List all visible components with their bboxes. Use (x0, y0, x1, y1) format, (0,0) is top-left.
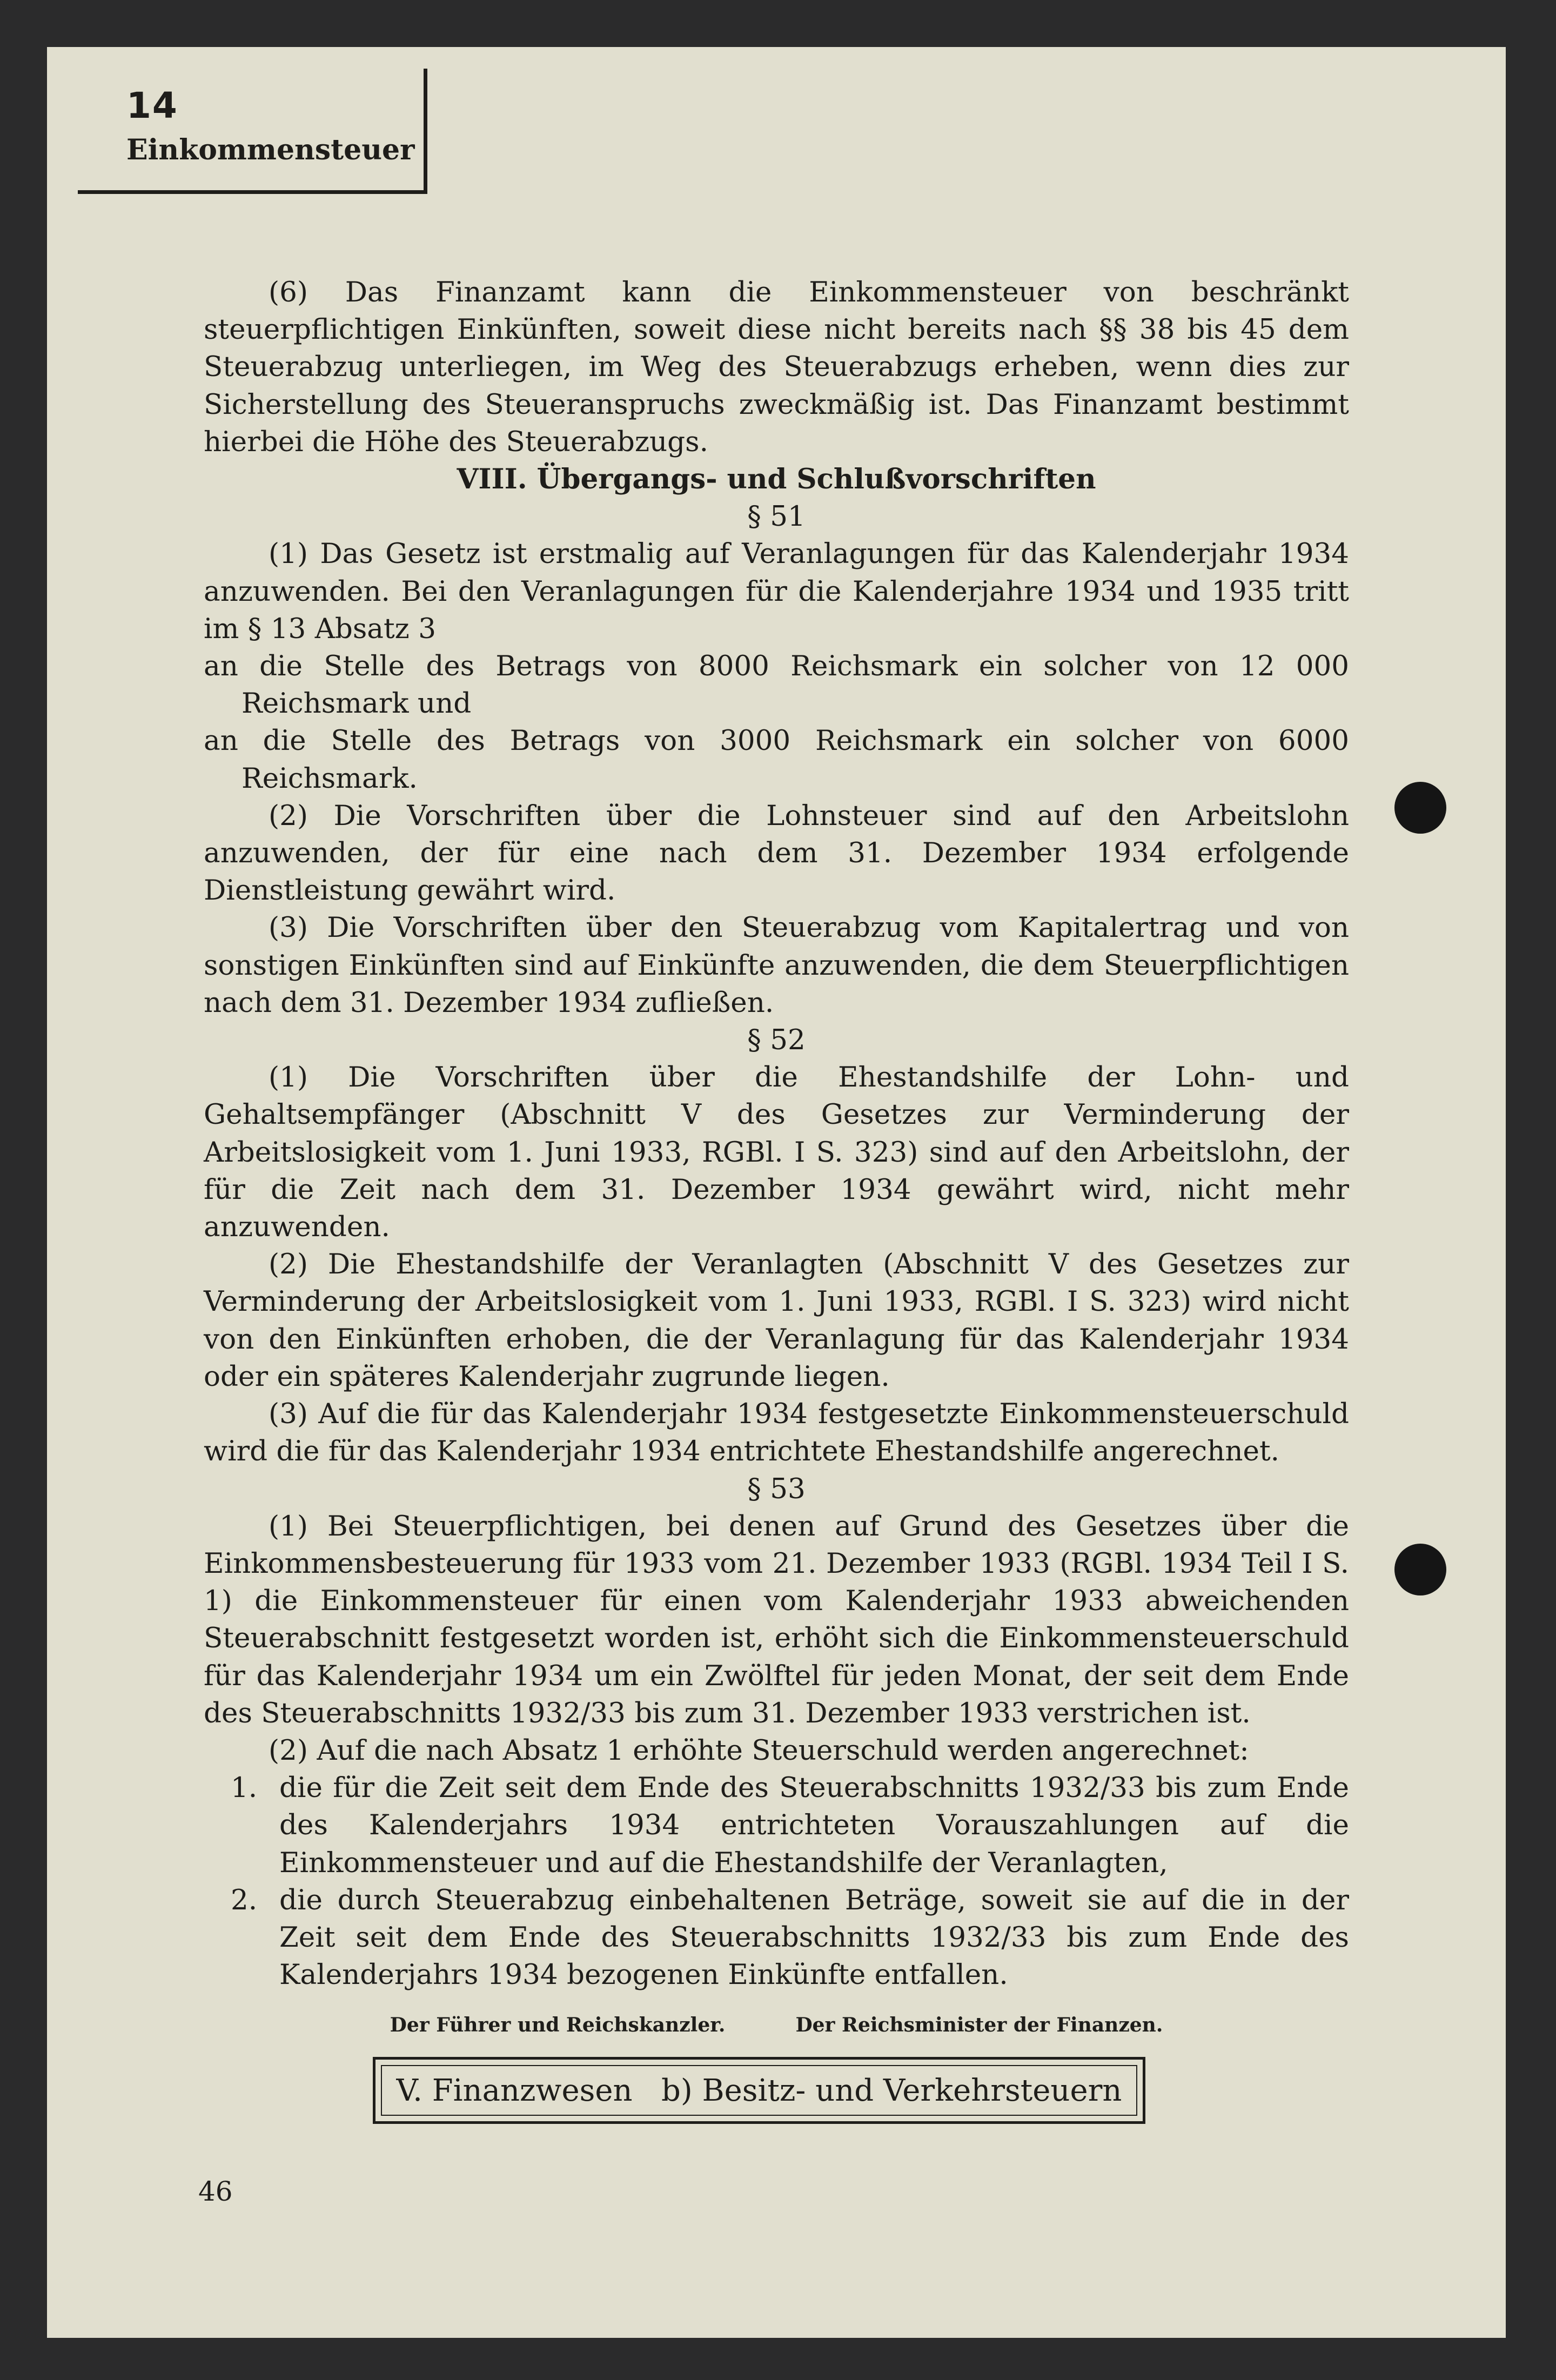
enum-item (204, 1769, 1349, 1882)
paragraph: (1) Die Vorschriften über die Ehestandshilfe der Lohn- und Gehaltsempfänger (Abschnitt V des Gesetzes zur Verminderung der Arbeitslosigkeit vom 1. Juni 1933, RGBl. I S. 323) sind auf den Arbeitslohn, der für die Zeit nach dem 31. Dezember 1934 gewährt wird, nicht mehr anzuwenden. (204, 1061, 1349, 1244)
signature: Der Führer und Reichskanzler. (390, 2014, 726, 2037)
paragraph: (3) Auf die für das Kalenderjahr 1934 festgesetzte Einkommensteuerschuld wird die für das Kalenderjahr 1934 entrichtete Ehestandshilfe angerechnet. (204, 1398, 1349, 1468)
punch-hole (1394, 782, 1446, 834)
paragraph: (6) Das Finanzamt kann die Einkommensteuer von beschränkt steuerpflichtigen Einkünften, soweit diese nicht bereits nach §§ 38 bis 45 dem Steuerabzug unterliegen, im Weg des Steuerabzugs erheben, wenn dies zur Sicherstellung des Steueranspruchs zweckmäßig ist. Das Finanzamt bestimmt hierbei die Höhe des Steuerabzugs. (204, 276, 1349, 458)
paragraph: (3) Die Vorschriften über den Steuerabzug vom Kapitalertrag und von sonstigen Einkünften sind auf Einkünfte anzuwenden, die dem Steuerpflichtigen nach dem 31. Dezember 1934 zufließen. (204, 911, 1349, 1019)
paragraph: (1) Das Gesetz ist erstmalig auf Veranlagungen für das Kalenderjahr 1934 anzuwenden. Bei den Veranlagungen für die Kalenderjahre 1934 und 1935 tritt im § 13 Absatz 3 (204, 538, 1349, 645)
enum-text: die durch Steuerabzug einbehaltenen Beträge, soweit sie auf die in der Zeit seit dem Ende des Steuerabschnitts 1932/33 bis zum Ende des Kalenderjahrs 1934 bezogenen Einkünfte entfallen. (279, 1883, 1349, 1992)
enum-item (204, 1882, 1349, 1994)
header-title: Einkommensteuer (126, 133, 415, 166)
footer-classification-text: V. Finanzwesen b) Besitz- und Verkehrsteuern (396, 2073, 1122, 2108)
section-heading: § 51 (747, 500, 806, 533)
paragraph: (2) Die Ehestandshilfe der Veranlagten (Abschnitt V des Gesetzes zur Verminderung der Arbeitslosigkeit vom 1. Juni 1933, RGBl. I S. 323) wird nicht von den Einkünften erhoben, die der Veranlagung für das Kalenderjahr 1934 oder ein späteres Kalenderjahr zugrunde liegen. (204, 1248, 1349, 1393)
paragraph: (2) Die Vorschriften über die Lohnsteuer sind auf den Arbeitslohn anzuwenden, der für eine nach dem 31. Dezember 1934 erfolgende Dienstleistung gewährt wird. (204, 799, 1349, 907)
chapter-heading: VIII. Übergangs- und Schlußvorschriften (457, 463, 1096, 496)
hanging-paragraph: an die Stelle des Betrags von 8000 Reichsmark ein solcher von 12 000 Reichsmark und (204, 650, 1349, 720)
page-number: 46 (198, 2176, 233, 2207)
paragraph: (2) Auf die nach Absatz 1 erhöhte Steuerschuld werden angerechnet: (269, 1734, 1249, 1767)
document-page (47, 47, 1506, 2338)
footer-box-inner-border (381, 2065, 1137, 2116)
footer-classification-box (373, 2057, 1145, 2124)
enum-text: die für die Zeit seit dem Ende des Steuerabschnitts 1932/33 bis zum Ende des Kalenderjahrs 1934 entrichteten Vorauszahlungen auf die Einkommensteuer und auf die Ehestandshilfe der Veranlagten, (279, 1772, 1349, 1879)
document-body (204, 274, 1349, 2040)
signature-line (204, 2010, 1349, 2040)
section-heading: § 52 (747, 1024, 806, 1057)
paragraph: (1) Bei Steuerpflichtigen, bei denen auf Grund des Gesetzes über die Einkommensbesteuerung für 1933 vom 21. Dezember 1933 (RGBl. 1934 Teil I S. 1) die Einkommensteuer für einen vom Kalenderjahr 1933 abweichenden Steuerabschnitt festgesetzt worden ist, erhöht sich die Einkommensteuerschuld für das Kalenderjahr 1934 um ein Zwölftel für jeden Monat, der seit dem Ende des Steuerabschnitts 1932/33 bis zum 31. Dezember 1933 verstrichen ist. (204, 1510, 1349, 1729)
punch-hole (1394, 1544, 1446, 1595)
section-heading: § 53 (747, 1472, 806, 1505)
enum-number: 1. (231, 1772, 258, 1805)
signature: Der Reichsminister der Finanzen. (795, 2014, 1163, 2037)
header-number: 14 (126, 85, 178, 126)
enum-number: 2. (231, 1883, 258, 1916)
hanging-paragraph: an die Stelle des Betrags von 3000 Reichsmark ein solcher von 6000 Reichsmark. (204, 725, 1349, 795)
